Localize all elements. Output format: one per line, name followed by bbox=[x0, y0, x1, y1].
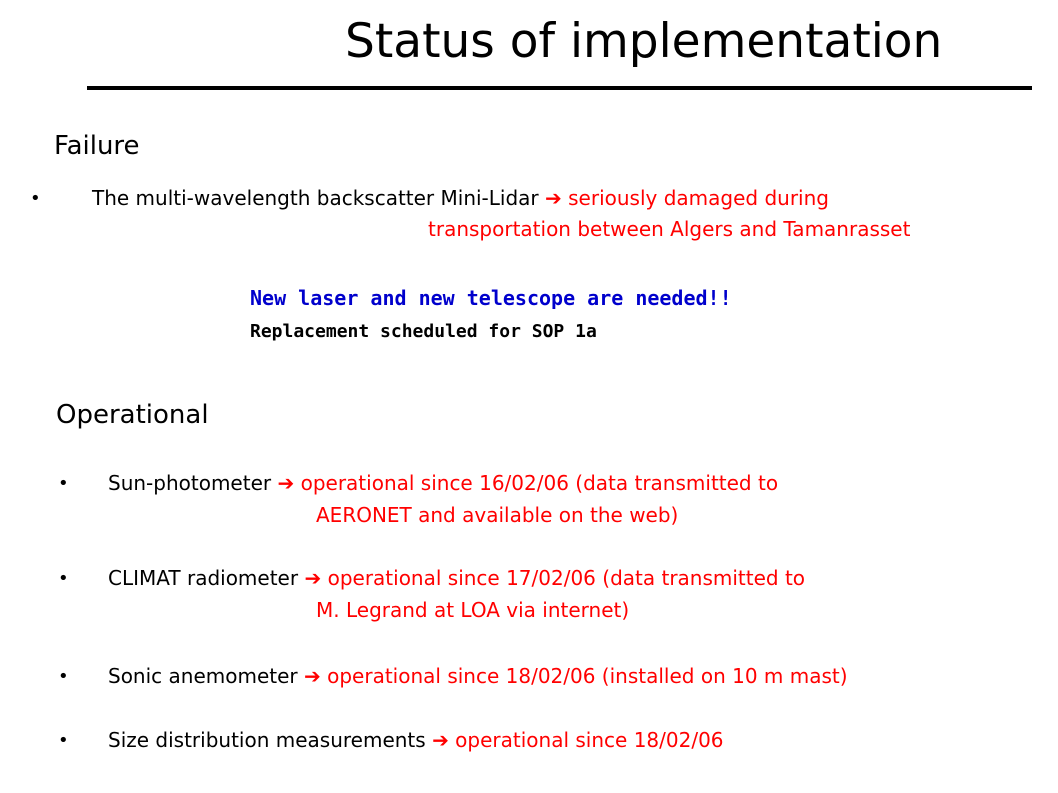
operational-item-status: operational since 17/02/06 (data transmitted to bbox=[321, 566, 806, 590]
operational-item-label: CLIMAT radiometer bbox=[108, 566, 305, 590]
bullet-icon: • bbox=[58, 666, 69, 687]
operational-item-status-continued: AERONET and available on the web) bbox=[316, 503, 679, 527]
operational-item bbox=[108, 727, 724, 753]
failure-item-status-continued: transportation between Algers and Tamanrasset bbox=[428, 217, 911, 241]
bullet-icon: • bbox=[58, 473, 69, 494]
arrow-right-icon: ➔ bbox=[277, 471, 295, 495]
bullet-icon: • bbox=[30, 188, 41, 209]
operational-item-label: Sun-photometer bbox=[108, 471, 278, 495]
bullet-icon: • bbox=[58, 568, 69, 589]
failure-item-status: seriously damaged during bbox=[561, 186, 829, 210]
operational-item-status: operational since 16/02/06 (data transmitted to bbox=[294, 471, 779, 495]
operational-item-status: operational since 18/02/06 bbox=[448, 728, 724, 752]
arrow-right-icon: ➔ bbox=[432, 728, 449, 752]
slide-title: Status of implementation bbox=[345, 14, 943, 69]
arrow-right-icon: ➔ bbox=[304, 664, 321, 688]
failure-item bbox=[92, 185, 829, 211]
arrow-right-icon: ➔ bbox=[545, 186, 562, 210]
operational-heading: Operational bbox=[56, 400, 209, 430]
operational-item-label: Size distribution measurements bbox=[108, 728, 433, 752]
operational-item-status-continued: M. Legrand at LOA via internet) bbox=[316, 598, 630, 622]
operational-item bbox=[108, 565, 805, 591]
failure-note-needed: New laser and new telescope are needed!! bbox=[250, 286, 732, 310]
failure-item-label: The multi-wavelength backscatter Mini-Lidar bbox=[92, 186, 546, 210]
title-underline bbox=[87, 86, 1032, 90]
failure-heading: Failure bbox=[54, 131, 140, 161]
arrow-right-icon: ➔ bbox=[304, 566, 322, 590]
bullet-icon: • bbox=[58, 730, 69, 751]
operational-item-label: Sonic anemometer bbox=[108, 664, 304, 688]
operational-item-status: operational since 18/02/06 (installed on 10 m mast) bbox=[320, 664, 848, 688]
operational-item bbox=[108, 663, 848, 689]
failure-note-replacement: Replacement scheduled for SOP 1a bbox=[250, 321, 597, 342]
operational-item bbox=[108, 470, 778, 496]
